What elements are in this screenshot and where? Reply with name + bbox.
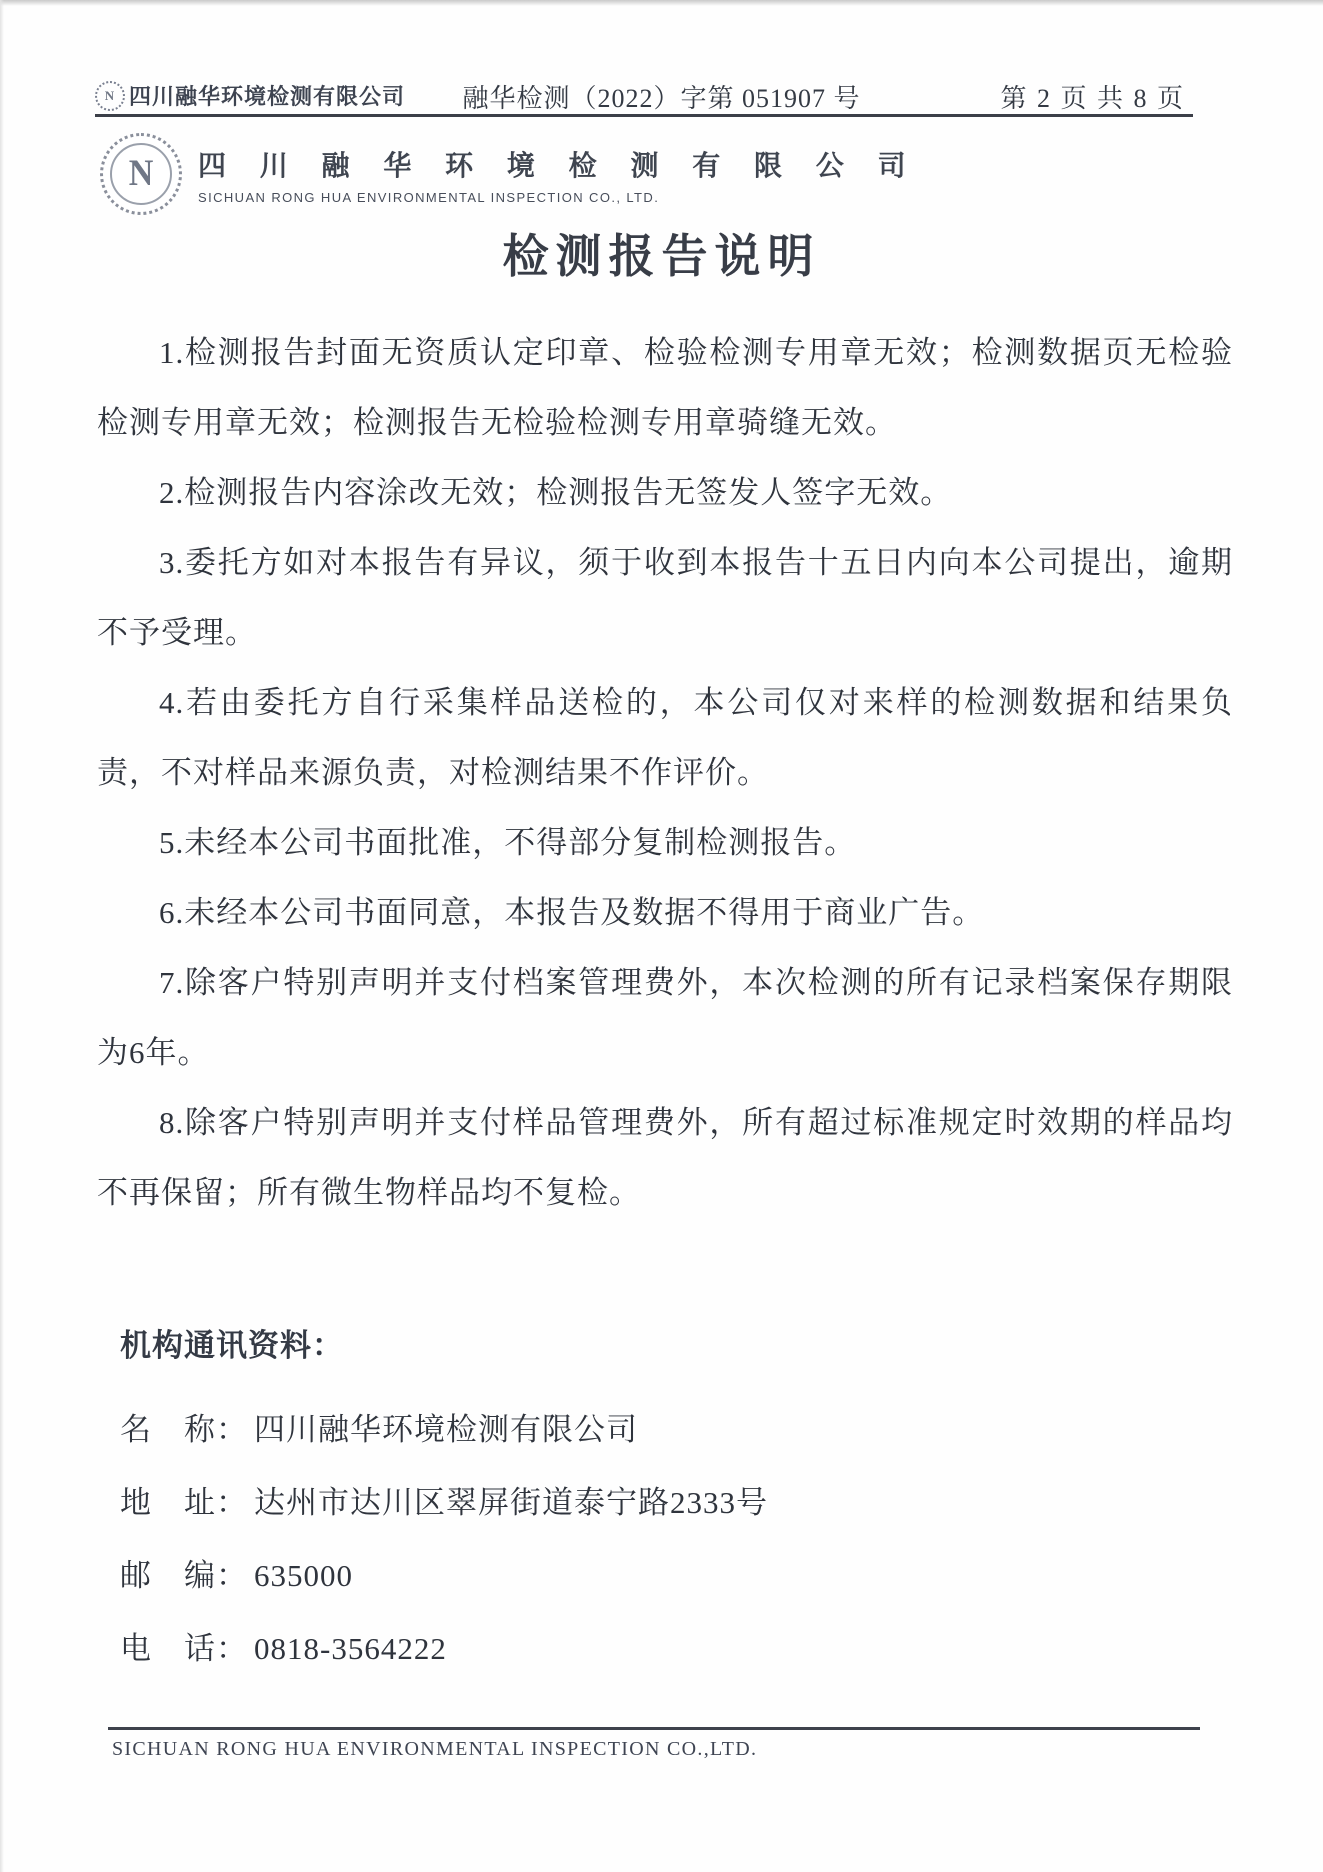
contact-label: 地 址： (120, 1485, 248, 1520)
contact-heading: 机构通讯资料： (120, 1328, 344, 1363)
header-rule (95, 114, 1193, 117)
note-item-1: 1.检测报告封面无资质认定印章、检验检测专用章无效；检测数据页无检验检测专用章无效；检测报告无检验检测专用章骑缝无效。 (97, 335, 1233, 440)
contact-value: 0818-3564222 (254, 1631, 447, 1666)
page-title: 检测报告说明 (502, 230, 821, 282)
note-item-6: 6.未经本公司书面同意，本报告及数据不得用于商业广告。 (159, 895, 985, 930)
company-seal-inner-ring (110, 143, 172, 205)
notes-section (97, 318, 1233, 1228)
contact-value: 达州市达川区翠屏街道泰宁路2333号 (254, 1485, 768, 1520)
contact-label: 名 称： (120, 1412, 248, 1447)
contact-row-name (120, 1393, 1020, 1466)
note-item-3: 3.委托方如对本报告有异议，须于收到本报告十五日内向本公司提出，逾期不予受理。 (97, 545, 1233, 650)
contact-row-phone (120, 1612, 1020, 1685)
brand-block (100, 133, 919, 215)
company-seal-monogram: N (128, 153, 154, 194)
contact-value: 四川融华环境检测有限公司 (254, 1412, 638, 1447)
note-item-2: 2.检测报告内容涂改无效；检测报告无签发人签字无效。 (159, 475, 953, 510)
header-report-number: 融华检测（2022）字第 051907 号 (462, 84, 861, 113)
contact-section (120, 1320, 1020, 1685)
company-seal-icon (100, 133, 182, 215)
footer-company-en: SICHUAN RONG HUA ENVIRONMENTAL INSPECTION CO.,LTD. (112, 1738, 758, 1760)
note-item-4: 4.若由委托方自行采集样品送检的，本公司仅对来样的检测数据和结果负责，不对样品来源负责，对检测结果不作评价。 (97, 685, 1233, 790)
header-company-name: 四川融华环境检测有限公司 (129, 84, 406, 109)
header-page-info: 第 2 页 共 8 页 (1000, 84, 1185, 113)
contact-label: 邮 编： (120, 1558, 248, 1593)
brand-name-cn: 四 川 融 华 环 境 检 测 有 限 公 司 (198, 149, 919, 181)
scan-edge-top (0, 0, 1323, 6)
brand-name-en: SICHUAN RONG HUA ENVIRONMENTAL INSPECTION CO., LTD. (198, 189, 660, 205)
note-item-5: 5.未经本公司书面批准，不得部分复制检测报告。 (159, 825, 857, 860)
contact-row-postcode (120, 1539, 1020, 1612)
note-item-7: 7.除客户特别声明并支付档案管理费外，本次检测的所有记录档案保存期限为6年。 (97, 965, 1233, 1070)
brand-names (198, 144, 919, 205)
contact-row-address (120, 1466, 1020, 1539)
note-item-8: 8.除客户特别声明并支付样品管理费外，所有超过标准规定时效期的样品均不再保留；所有微生物样品均不复检。 (97, 1105, 1233, 1210)
contact-value: 635000 (254, 1558, 353, 1593)
contact-label: 电 话： (120, 1631, 248, 1666)
footer-rule (108, 1727, 1200, 1730)
company-seal-monogram: N (104, 88, 116, 103)
